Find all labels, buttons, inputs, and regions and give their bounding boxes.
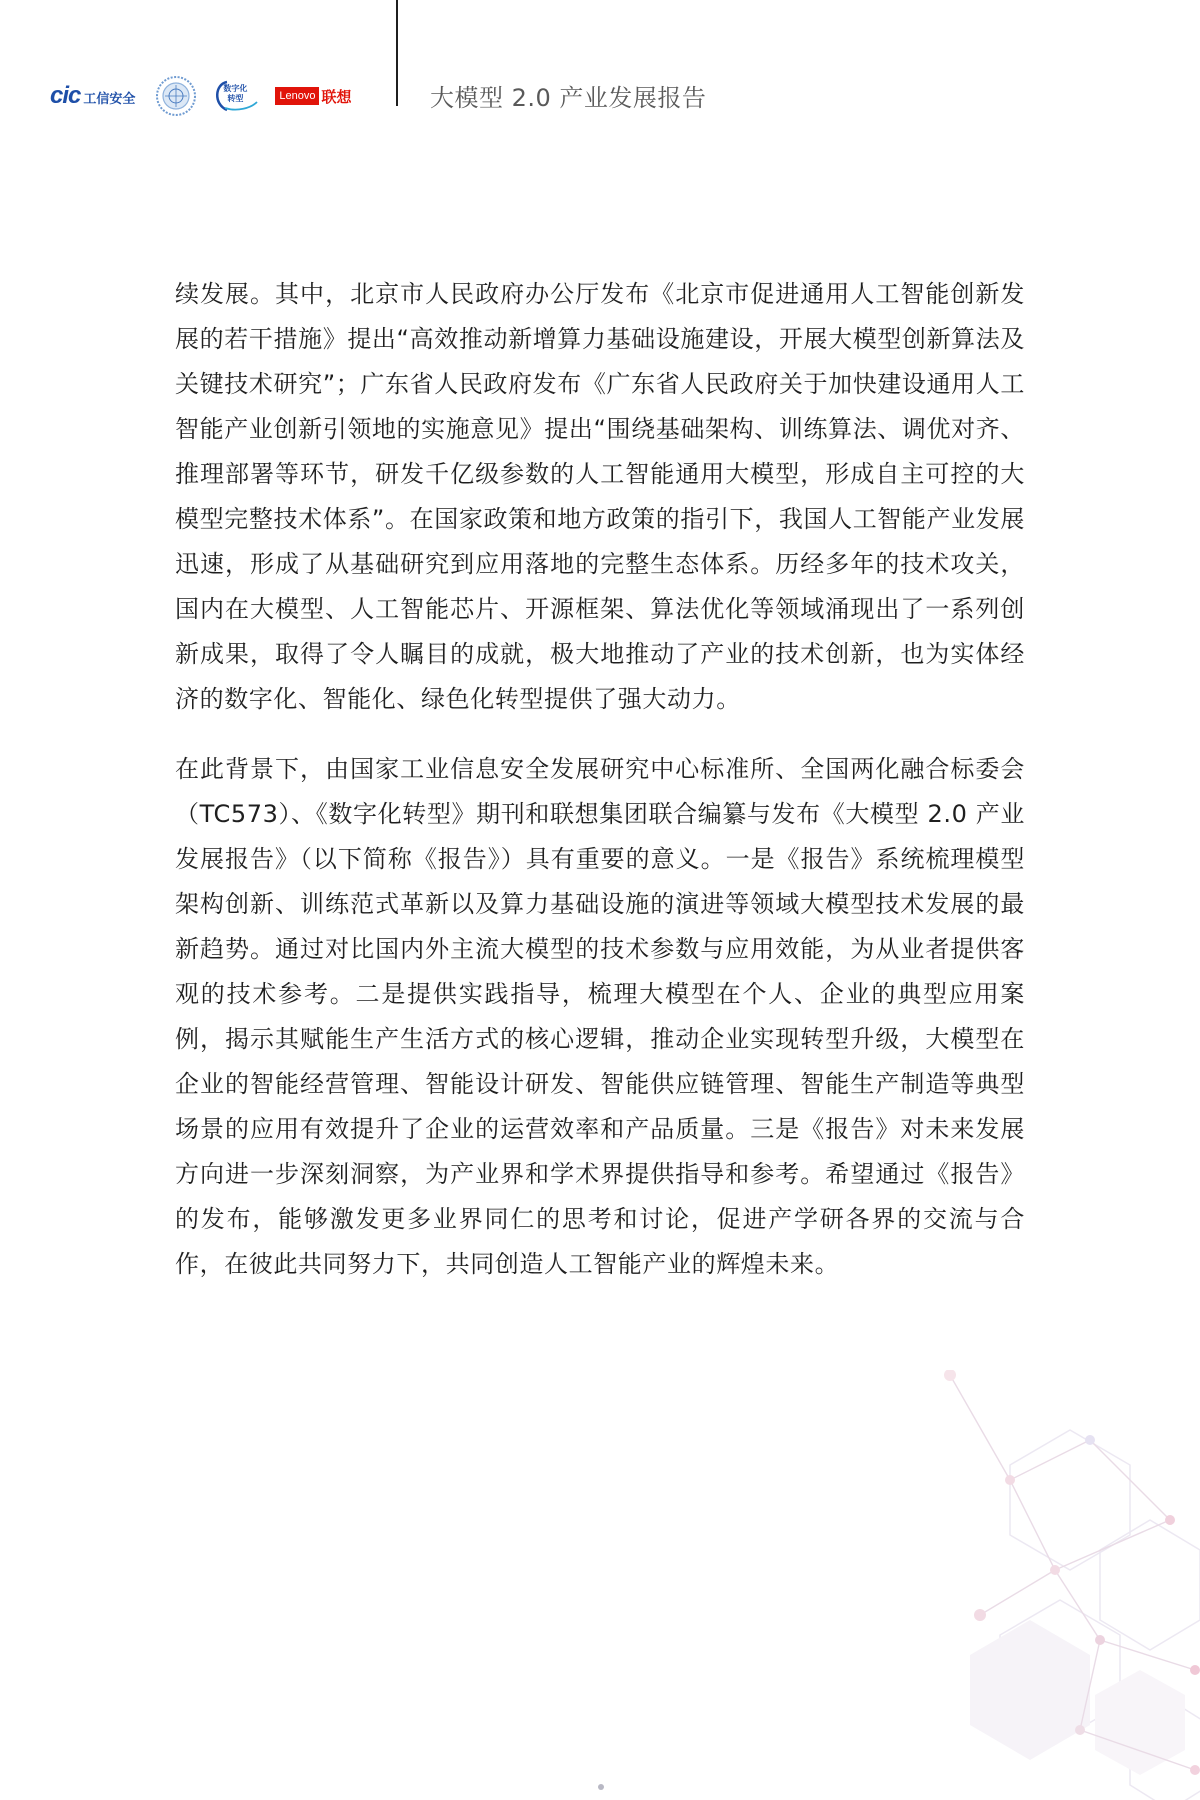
partner-logos [50, 78, 352, 114]
lenovo-logo-en: Lenovo [275, 87, 319, 105]
digital-logo-line2: 转型 [227, 94, 244, 103]
lenovo-logo [275, 86, 351, 107]
cic-logo [50, 82, 135, 110]
bottom-dot [598, 1784, 604, 1790]
cic-logo-mark: cic [50, 82, 81, 109]
lenovo-logo-cn: 联想 [321, 87, 352, 106]
committee-seal-logo [155, 75, 197, 117]
cic-logo-text: 工信安全 [83, 92, 136, 107]
paragraph-2: 在此背景下，由国家工业信息安全发展研究中心标准所、全国两化融合标委会（TC573）、《数字化转型》期刊和联想集团联合编纂与发布《大模型 2.0 产业发展报告》（以下简称《报告》）具有重要的意义。一是《报告》系统梳理模型架构创新、训练范式革新以及算力基础设施的演进等领域大模型技术发展的最新趋势。通过对比国内外主流大模型的技术参数与应用效能，为从业者提供客观的技术参考。二是提供实践指导，梳理大模型在个人、企业的典型应用案例，揭示其赋能生产生活方式的核心逻辑，推动企业实现转型升级，大模型在企业的智能经营管理、智能设计研发、智能供应链管理、智能生产制造等典型场景的应用有效提升了企业的运营效率和产品质量。三是《报告》对未来发展方向进一步深刻洞察，为产业界和学术界提供指导和参考。希望通过《报告》的发布，能够激发更多业界同仁的思考和讨论，促进产学研各界的交流与合作，在彼此共同努力下，共同创造人工智能产业的辉煌未来。 [175, 755, 1025, 1278]
header-divider [396, 0, 398, 106]
body-text [175, 272, 1025, 1287]
digital-logo-line1: 数字化 [223, 84, 248, 93]
paragraph-1: 续发展。其中，北京市人民政府办公厅发布《北京市促进通用人工智能创新发展的若干措施》提出“高效推动新增算力基础设施建设，开展大模型创新算法及关键技术研究”；广东省人民政府发布《广东省人民政府关于加快建设通用人工智能产业创新引领地的实施意见》提出“围绕基础架构、训练算法、调优对齐、推理部署等环节，研发千亿级参数的人工智能通用大模型，形成自主可控的大模型完整技术体系”。在国家政策和地方政策的指引下，我国人工智能产业发展迅速，形成了从基础研究到应用落地的完整生态体系。历经多年的技术攻关，国内在大模型、人工智能芯片、开源框架、算法优化等领域涌现出了一系列创新成果，取得了令人瞩目的成就，极大地推动了产业的技术创新，也为实体经济的数字化、智能化、绿色化转型提供了强大动力。 [175, 280, 1025, 713]
digital-transformation-logo [211, 78, 261, 114]
page-header [0, 0, 1200, 130]
decorative-network-pattern [940, 1370, 1200, 1800]
report-title: 大模型 2.0 产业发展报告 [430, 84, 707, 112]
